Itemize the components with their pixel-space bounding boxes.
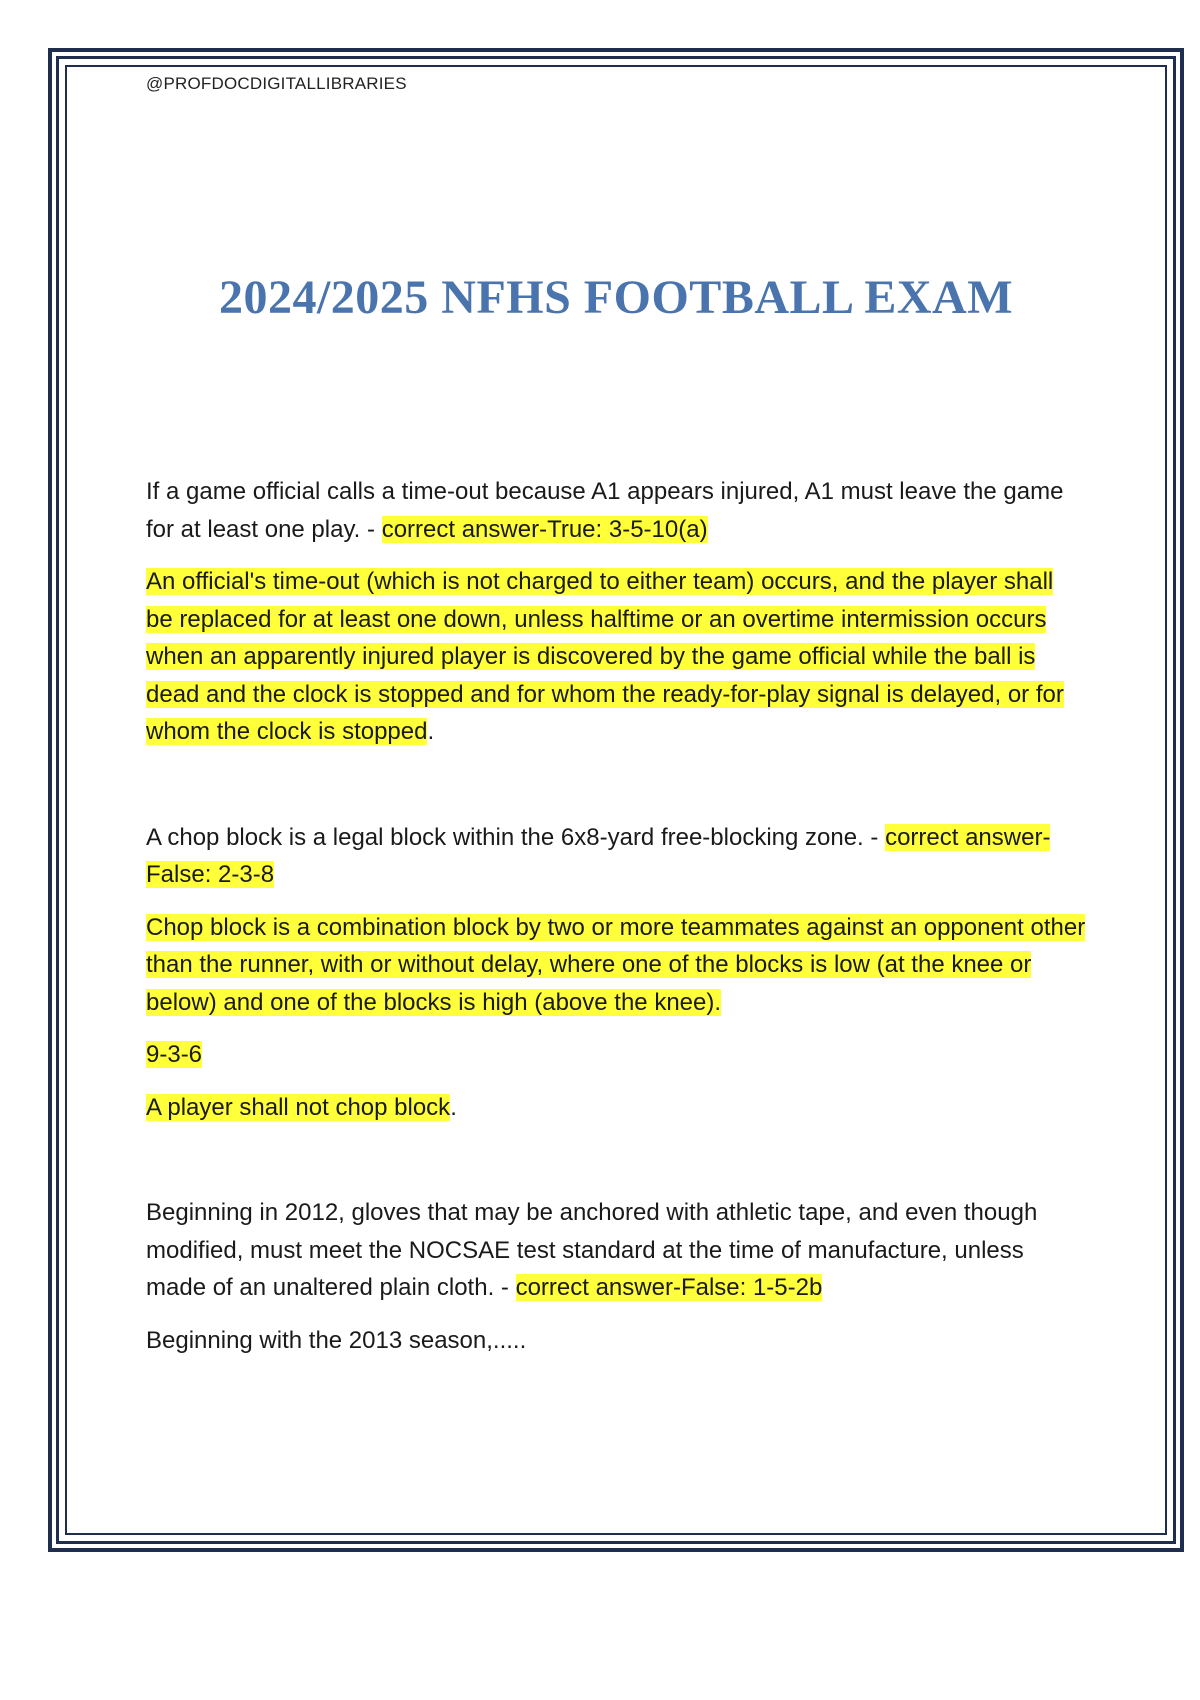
explanation-paragraph [146,1036,1086,1074]
question-block-2 [146,819,1086,1127]
watermark-text: @PROFDOCDIGITALLIBRARIES [146,74,407,93]
question-block-1 [146,473,1086,751]
question-list [146,473,1086,1359]
explanation-text: Chop block is a combination block by two or more teammates against an opponent other than the runner, with or without delay, where one of the blocks is low (at the knee or below) and one of the blocks is high (above the knee). [146,913,1086,1016]
question-text [146,1194,1086,1307]
document-page [146,70,1086,1427]
explanation-paragraph [146,1322,1086,1360]
truncated-text: Beginning with the 2013 season,..... [146,1326,527,1354]
correct-answer: correct answer-True: 3-5-10(a) [381,515,708,543]
question-text [146,473,1086,548]
explanation-text: A player shall not chop block [146,1093,451,1121]
rule-reference: 9-3-6 [146,1041,203,1068]
explanation-text: An official's time-out (which is not charged to either team) occurs, and the player shall be replaced for at least one down, unless halftime or an overtime intermission occurs when an apparently injured player is discovered by the game official while the ball is dead and the clock is stopped and for whom the ready-for-play signal is delayed, or for whom the clock is stopped [146,568,1064,745]
question-block-3 [146,1194,1086,1359]
question-prompt: Beginning in 2012, gloves that may be anchored with athletic tape, and even though modified, must meet the NOCSAE test standard at the time of manufacture, unless made of an unaltered plain cloth. - [146,1199,1038,1301]
correct-answer: correct answer-False: 2-3-8 [146,823,1051,888]
correct-answer: correct answer-False: 1-5-2b [515,1274,823,1301]
question-prompt: A chop block is a legal block within the 6x8-yard free-blocking zone. - [146,823,886,851]
explanation-paragraph: An official's time-out (which is not charged to either team) occurs, and the player shall be replaced for at least one down, unless halftime or an overtime intermission occurs when an apparently injured player is discovered by the game official while the ball is dead and the clock is stopped and for whom the ready-for-play signal is delayed, or for whom the clock is stopped. [146,568,1064,745]
document-title: 2024/2025 NFHS FOOTBALL EXAM [218,271,1014,324]
question-prompt: If a game official calls a time-out because A1 appears injured, A1 must leave the game for at least one play. - [146,478,1064,543]
question-text [146,819,1086,894]
explanation-paragraph: A player shall not chop block. [146,1093,457,1121]
explanation-paragraph [146,909,1086,1022]
